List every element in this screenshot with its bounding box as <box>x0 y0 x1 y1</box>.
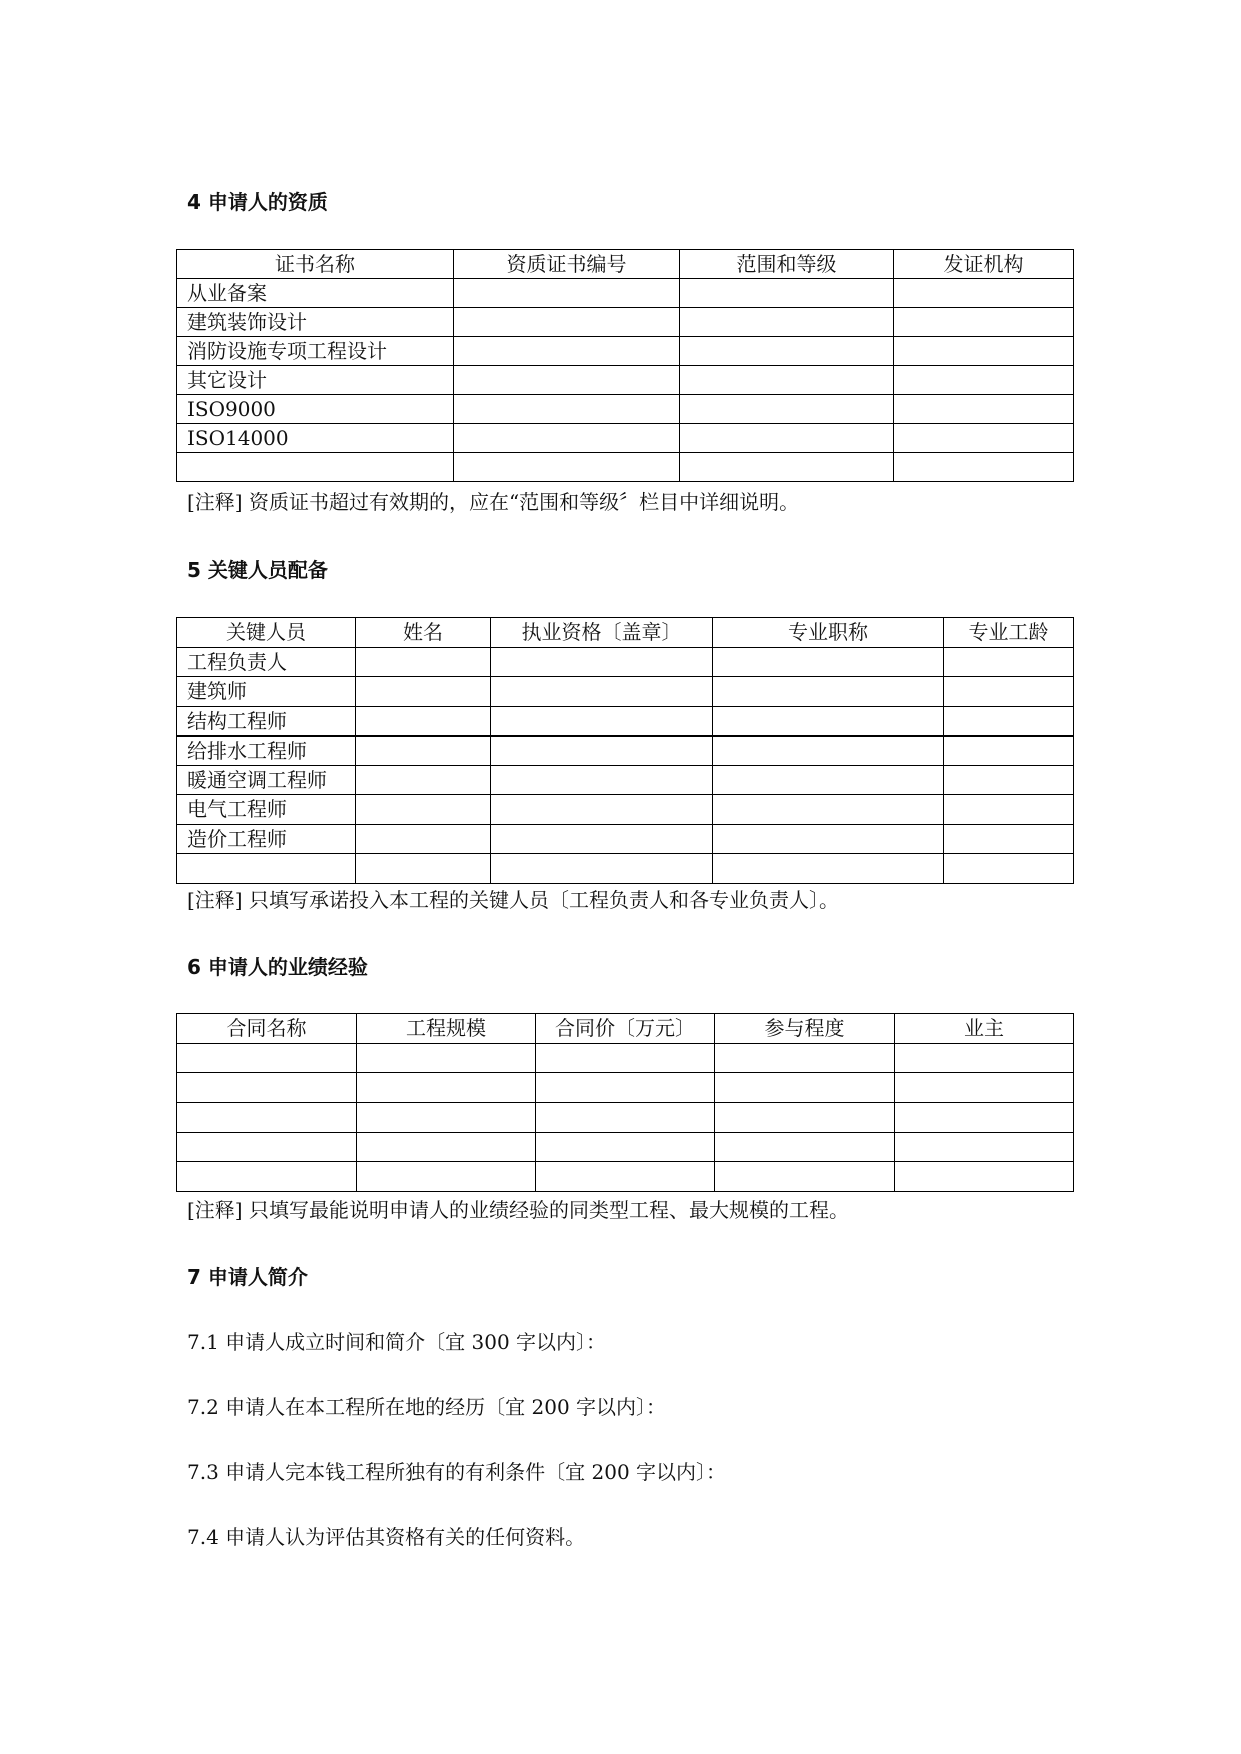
table-cell <box>454 453 680 482</box>
column-header: 业主 <box>895 1014 1074 1044</box>
intro-item-4: 7.4 申请人认为评估其资格有关的任何资料。 <box>187 1525 586 1549</box>
table-row <box>177 824 1074 854</box>
intro-item-2: 7.2 申请人在本工程所在地的经历〔宜 200 字以内〕： <box>187 1395 667 1419</box>
table-cell <box>356 706 491 736</box>
table-cell <box>491 677 713 707</box>
table-cell: 其它设计 <box>177 366 454 395</box>
table-cell <box>680 366 894 395</box>
table-row <box>177 279 1074 308</box>
table-cell <box>491 795 713 825</box>
table-cell: 建筑师 <box>177 677 356 707</box>
table-cell <box>895 1103 1074 1133</box>
table-cell <box>713 677 944 707</box>
table-cell: 给排水工程师 <box>177 736 356 766</box>
section-4-heading: 4 申请人的资质 <box>187 190 328 214</box>
column-header: 参与程度 <box>715 1014 895 1044</box>
section-7-heading: 7 申请人简介 <box>187 1265 308 1289</box>
table-cell <box>357 1162 536 1192</box>
table-row <box>177 736 1074 766</box>
column-header: 资质证书编号 <box>454 250 680 279</box>
table-cell <box>177 1132 357 1162</box>
column-header: 范围和等级 <box>680 250 894 279</box>
table-cell <box>356 765 491 795</box>
table-cell <box>454 337 680 366</box>
section-5-note: [注释] 只填写承诺投入本工程的关键人员〔工程负责人和各专业负责人〕。 <box>187 888 839 912</box>
table-row <box>177 647 1074 677</box>
table-cell <box>357 1073 536 1103</box>
table-cell: 消防设施专项工程设计 <box>177 337 454 366</box>
performance-table <box>176 1013 1074 1192</box>
table-cell <box>713 647 944 677</box>
intro-item-1: 7.1 申请人成立时间和简介〔宜 300 字以内〕： <box>187 1330 607 1354</box>
table-row <box>177 1073 1074 1103</box>
table-cell: ISO9000 <box>177 395 454 424</box>
table-cell <box>177 1073 357 1103</box>
table-cell <box>357 1103 536 1133</box>
table-cell <box>680 453 894 482</box>
column-header: 姓名 <box>356 618 491 648</box>
table-cell <box>944 736 1074 766</box>
intro-item-3: 7.3 申请人完本钱工程所独有的有利条件〔宜 200 字以内〕： <box>187 1460 727 1484</box>
table-header-row <box>177 618 1074 648</box>
table-cell <box>356 647 491 677</box>
table-cell <box>713 765 944 795</box>
table-cell <box>491 765 713 795</box>
table-cell <box>356 854 491 884</box>
table-cell <box>715 1132 895 1162</box>
table-row <box>177 1103 1074 1133</box>
table-cell <box>944 677 1074 707</box>
table-cell <box>680 308 894 337</box>
table-row <box>177 795 1074 825</box>
table-cell <box>536 1073 715 1103</box>
table-cell <box>895 1162 1074 1192</box>
table-row <box>177 337 1074 366</box>
column-header: 工程规模 <box>357 1014 536 1044</box>
table-cell <box>680 279 894 308</box>
table-cell: ISO14000 <box>177 424 454 453</box>
table-row <box>177 1132 1074 1162</box>
table-cell <box>356 795 491 825</box>
table-cell <box>454 395 680 424</box>
table-cell <box>680 424 894 453</box>
table-row <box>177 308 1074 337</box>
table-cell <box>894 366 1074 395</box>
table-cell <box>715 1103 895 1133</box>
table-cell <box>357 1043 536 1073</box>
key-personnel-table <box>176 617 1074 884</box>
table-cell <box>356 736 491 766</box>
table-cell <box>491 736 713 766</box>
table-cell <box>177 1043 357 1073</box>
table-cell <box>895 1073 1074 1103</box>
table-cell <box>356 677 491 707</box>
table-cell <box>536 1162 715 1192</box>
table-cell: 从业备案 <box>177 279 454 308</box>
table-cell <box>454 424 680 453</box>
column-header: 关键人员 <box>177 618 356 648</box>
table-cell <box>713 736 944 766</box>
table-cell <box>894 308 1074 337</box>
table-cell <box>944 795 1074 825</box>
table-row <box>177 1162 1074 1192</box>
table-cell <box>357 1132 536 1162</box>
table-row <box>177 395 1074 424</box>
table-row <box>177 424 1074 453</box>
table-row <box>177 765 1074 795</box>
section-6-note: [注释] 只填写最能说明申请人的业绩经验的同类型工程、最大规模的工程。 <box>187 1198 849 1222</box>
table-cell <box>491 824 713 854</box>
table-row <box>177 453 1074 482</box>
table-cell: 电气工程师 <box>177 795 356 825</box>
table-row <box>177 366 1074 395</box>
table-cell: 暖通空调工程师 <box>177 765 356 795</box>
table-cell <box>894 453 1074 482</box>
column-header: 专业职称 <box>713 618 944 648</box>
table-cell <box>894 424 1074 453</box>
table-cell: 造价工程师 <box>177 824 356 854</box>
table-cell <box>491 706 713 736</box>
table-cell <box>680 337 894 366</box>
table-cell: 结构工程师 <box>177 706 356 736</box>
table-cell <box>715 1162 895 1192</box>
table-cell <box>944 647 1074 677</box>
column-header: 合同名称 <box>177 1014 357 1044</box>
section-5-heading: 5 关键人员配备 <box>187 558 328 582</box>
table-cell <box>491 647 713 677</box>
table-cell <box>536 1103 715 1133</box>
table-cell <box>715 1043 895 1073</box>
column-header: 证书名称 <box>177 250 454 279</box>
table-cell: 工程负责人 <box>177 647 356 677</box>
table-cell <box>713 824 944 854</box>
table-cell <box>713 706 944 736</box>
table-cell <box>894 279 1074 308</box>
table-cell <box>944 765 1074 795</box>
table-cell <box>894 395 1074 424</box>
table-cell <box>895 1043 1074 1073</box>
table-cell <box>177 854 356 884</box>
table-cell <box>177 1103 357 1133</box>
column-header: 合同价〔万元〕 <box>536 1014 715 1044</box>
table-cell <box>454 279 680 308</box>
table-cell <box>356 824 491 854</box>
table-cell <box>536 1132 715 1162</box>
section-4-note: [注释] 资质证书超过有效期的，应在“范围和等级〞栏目中详细说明。 <box>187 490 800 514</box>
table-cell <box>454 308 680 337</box>
table-header-row <box>177 250 1074 279</box>
table-row <box>177 706 1074 736</box>
section-6-heading: 6 申请人的业绩经验 <box>187 955 368 979</box>
table-cell <box>713 795 944 825</box>
table-cell <box>177 453 454 482</box>
table-cell <box>894 337 1074 366</box>
table-header-row <box>177 1014 1074 1044</box>
table-cell <box>713 854 944 884</box>
table-cell <box>715 1073 895 1103</box>
table-cell <box>454 366 680 395</box>
qualification-table <box>176 249 1074 482</box>
table-row <box>177 677 1074 707</box>
table-cell <box>680 395 894 424</box>
table-row <box>177 854 1074 884</box>
table-row <box>177 1043 1074 1073</box>
table-cell <box>944 706 1074 736</box>
column-header: 发证机构 <box>894 250 1074 279</box>
table-cell <box>895 1132 1074 1162</box>
table-cell: 建筑装饰设计 <box>177 308 454 337</box>
table-cell <box>944 824 1074 854</box>
column-header: 执业资格〔盖章〕 <box>491 618 713 648</box>
table-cell <box>177 1162 357 1192</box>
column-header: 专业工龄 <box>944 618 1074 648</box>
table-cell <box>944 854 1074 884</box>
table-cell <box>491 854 713 884</box>
table-cell <box>536 1043 715 1073</box>
